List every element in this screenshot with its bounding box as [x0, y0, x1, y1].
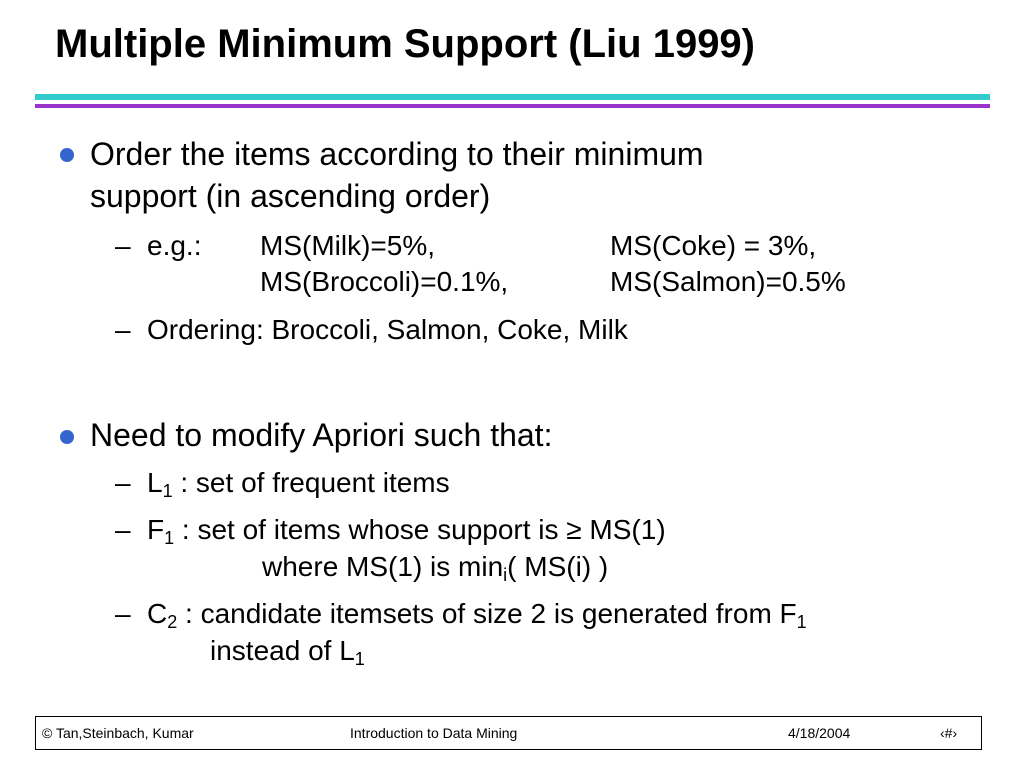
- c2-line2-subscript: 1: [354, 649, 365, 669]
- example-salmon: MS(Salmon)=0.5%: [610, 266, 846, 297]
- f1-letter: F: [147, 514, 165, 545]
- c2-line-2: [210, 635, 365, 667]
- bullet-dot-icon: [60, 148, 74, 162]
- slide-title: Multiple Minimum Support (Liu 1999): [55, 22, 755, 66]
- title-rule-purple: [35, 104, 990, 108]
- dash-icon: –: [115, 514, 131, 545]
- dash-icon: –: [115, 314, 131, 345]
- f1-where-a: where MS(1) is min: [262, 551, 504, 582]
- example-broccoli: MS(Broccoli)=0.1%,: [260, 266, 509, 297]
- l1-letter: L: [147, 467, 163, 498]
- l1-definition: [147, 467, 450, 499]
- c2-subscript: 2: [167, 612, 178, 632]
- dash-icon: –: [115, 467, 131, 498]
- footer-page-number: ‹#›: [940, 725, 958, 741]
- bullet-1-line-1: Order the items according to their minimum: [90, 136, 704, 172]
- f1-subscript: 1: [164, 528, 175, 548]
- f1-where-subscript: i: [503, 565, 508, 585]
- example-label: e.g.:: [147, 230, 202, 261]
- f1-definition: [147, 514, 666, 546]
- bullet-dot-icon: [60, 430, 74, 444]
- l1-text: : set of frequent items: [172, 467, 450, 498]
- f1-text: : set of items whose support is ≥ MS(1): [174, 514, 666, 545]
- footer-date: 4/18/2004: [788, 725, 851, 741]
- c2-letter: C: [147, 598, 168, 629]
- f1-where-b: ( MS(i) ): [507, 551, 609, 582]
- title-rule-cyan: [35, 94, 990, 100]
- dash-icon: –: [115, 230, 131, 261]
- slide-footer: [35, 716, 982, 750]
- footer-copyright: © Tan,Steinbach, Kumar: [42, 725, 194, 741]
- c2-text-subscript: 1: [796, 612, 807, 632]
- c2-definition: [147, 598, 807, 630]
- f1-where-line: [262, 551, 608, 583]
- l1-subscript: 1: [162, 481, 173, 501]
- c2-text: : candidate itemsets of size 2 is generated from F: [177, 598, 797, 629]
- bullet-2-line-1: Need to modify Apriori such that:: [90, 417, 553, 453]
- example-milk: MS(Milk)=5%,: [260, 230, 436, 261]
- bullet-1-line-2: support (in ascending order): [90, 178, 491, 214]
- ordering-text: Ordering: Broccoli, Salmon, Coke, Milk: [147, 314, 628, 345]
- c2-line2-text: instead of L: [210, 635, 355, 666]
- example-coke: MS(Coke) = 3%,: [610, 230, 817, 261]
- footer-course-title: Introduction to Data Mining: [350, 725, 518, 741]
- dash-icon: –: [115, 598, 131, 629]
